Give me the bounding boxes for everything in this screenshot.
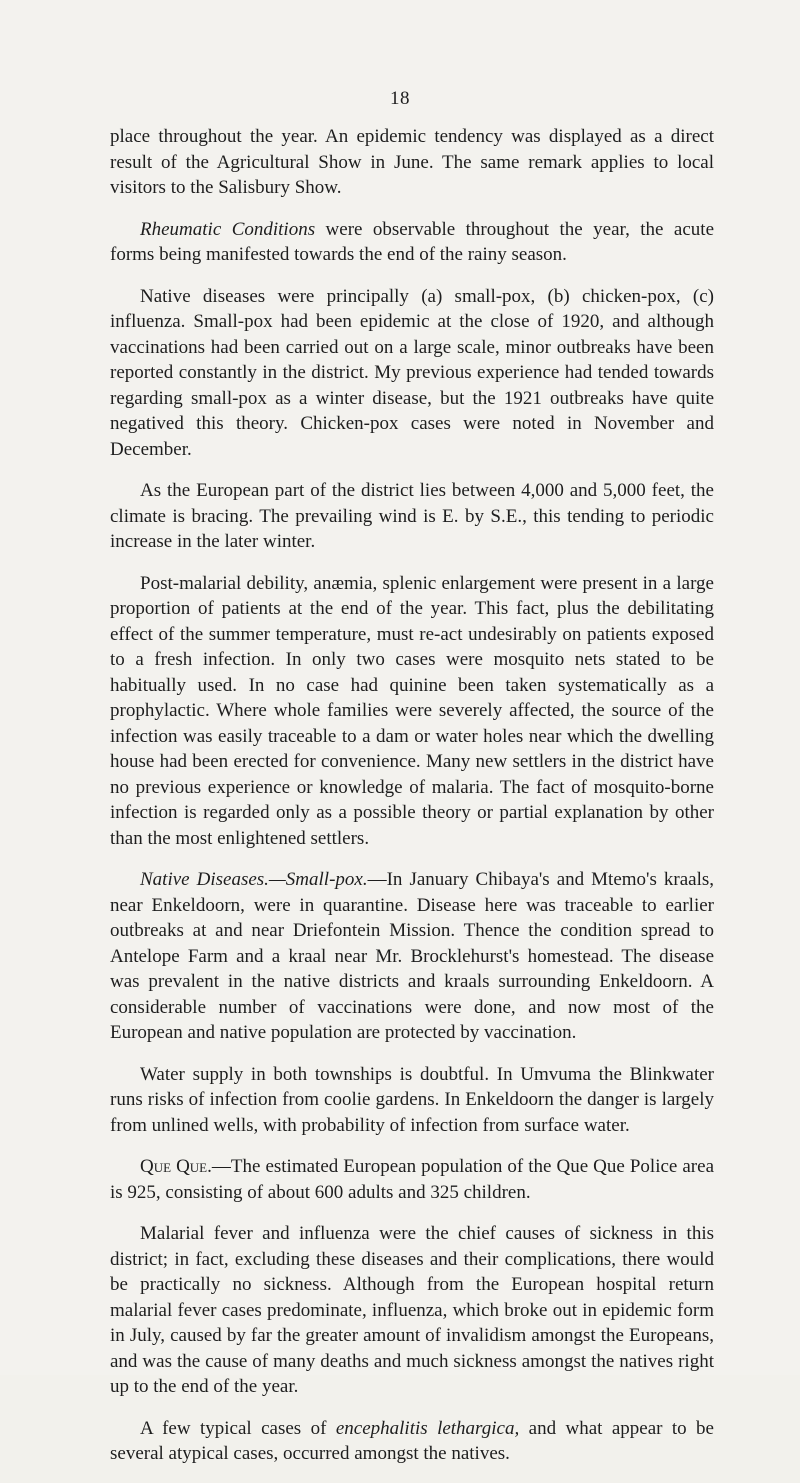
paragraph-rheumatic	[110, 217, 714, 268]
paragraph-rheumatic-text: were observable throughout the year, the acute forms being manifested towards the end of the rainy season.	[110, 218, 714, 265]
paragraph-continuation: place throughout the year. An epidemic tendency was displayed as a direct result of the Agricultural Show in June. The same remark applies to local visitors to the Salisbury Show.	[110, 126, 714, 198]
heading-que-que: Que Que.	[140, 1156, 212, 1177]
paragraph-que-que	[110, 1154, 714, 1205]
heading-native-diseases-small-pox: Native Diseases.—Small-pox.	[140, 869, 368, 890]
paragraph-post-malarial: Post-malarial debility, anæmia, splenic enlargement were present in a large proportion of patients at the end of the year. This fact, plus the debilitating effect of the summer temperature, must re-act undesirably on patients exposed to a fresh infection. In only two cases were mosquito nets stated to be habitually used. In no case had quinine been taken systematically as a prophylactic. Where whole families were severely affected, the source of the infection was easily traceable to a dam or water holes near which the dwelling house had been erected for convenience. Many new settlers in the district have no previous experience or knowledge of malaria. The fact of mosquito-borne infection is regarded only as a possible theory or partial explanation by other than the most enlightened settlers.	[110, 572, 714, 849]
paragraph-small-pox-text: —In January Chibaya's and Mtemo's kraals, near Enkeldoorn, were in quarantine. Disease here was traceable to earlier outbreaks at and near Driefontein Mission. Thence the condition spread to Antelope Farm and a kraal near Mr. Brocklehurst's homestead. The disease was prevalent in the native districts and kraals surrounding Enkeldoorn. A considerable number of vaccinations were done, and now most of the European and native population are protected by vaccination.	[110, 869, 715, 1043]
paragraph-malarial-influenza: Malarial fever and influenza were the chief causes of sickness in this district; in fact, excluding these diseases and their complications, there would be practically no sickness. Although from the European hospital return malarial fever cases predominate, influenza, which broke out in epidemic form in July, caused by far the greater amount of invalidism amongst the Europeans, and was the cause of many deaths and much sickness amongst the natives right up to the end of the year.	[110, 1223, 714, 1397]
paragraph-water-supply: Water supply in both townships is doubtful. In Umvuma the Blinkwater runs risks of infection from coolie gardens. In Enkeldoorn the danger is largely from unlined wells, with probability of infection from surface water.	[110, 1063, 714, 1136]
body-text	[110, 124, 714, 1483]
term-encephalitis-lethargica: encephalitis lethargica,	[335, 1417, 520, 1439]
heading-rheumatic-conditions: Rheumatic Conditions	[140, 218, 316, 240]
paragraph-que-que-text: —The estimated European population of the Que Que Police area is 925, consisting of about 600 adults and 325 children.	[110, 1156, 714, 1203]
paragraph-climate: As the European part of the district lies between 4,000 and 5,000 feet, the climate is bracing. The prevailing wind is E. by S.E., this tending to periodic increase in the later winter.	[110, 480, 714, 552]
page-number: 18	[390, 88, 410, 109]
paragraph-native-diseases: Native diseases were principally (a) small-pox, (b) chicken-pox, (c) influenza. Small-pox had been epidemic at the close of 1920, and although vaccinations had been carried out on a large scale, minor outbreaks have been reported constantly in the district. My previous experience had tended towards regarding small-pox as a winter disease, but the 1921 outbreaks have quite negatived this theory. Chicken-pox cases were noted in November and December.	[110, 285, 714, 460]
paragraph-encephalitis-post: and what appear to be several atypical cases, occurred amongst the natives.	[110, 1417, 714, 1464]
paragraph-encephalitis	[110, 1416, 714, 1467]
paragraph-encephalitis-pre: A few typical cases of	[140, 1417, 336, 1439]
paragraph-small-pox	[110, 867, 714, 1046]
